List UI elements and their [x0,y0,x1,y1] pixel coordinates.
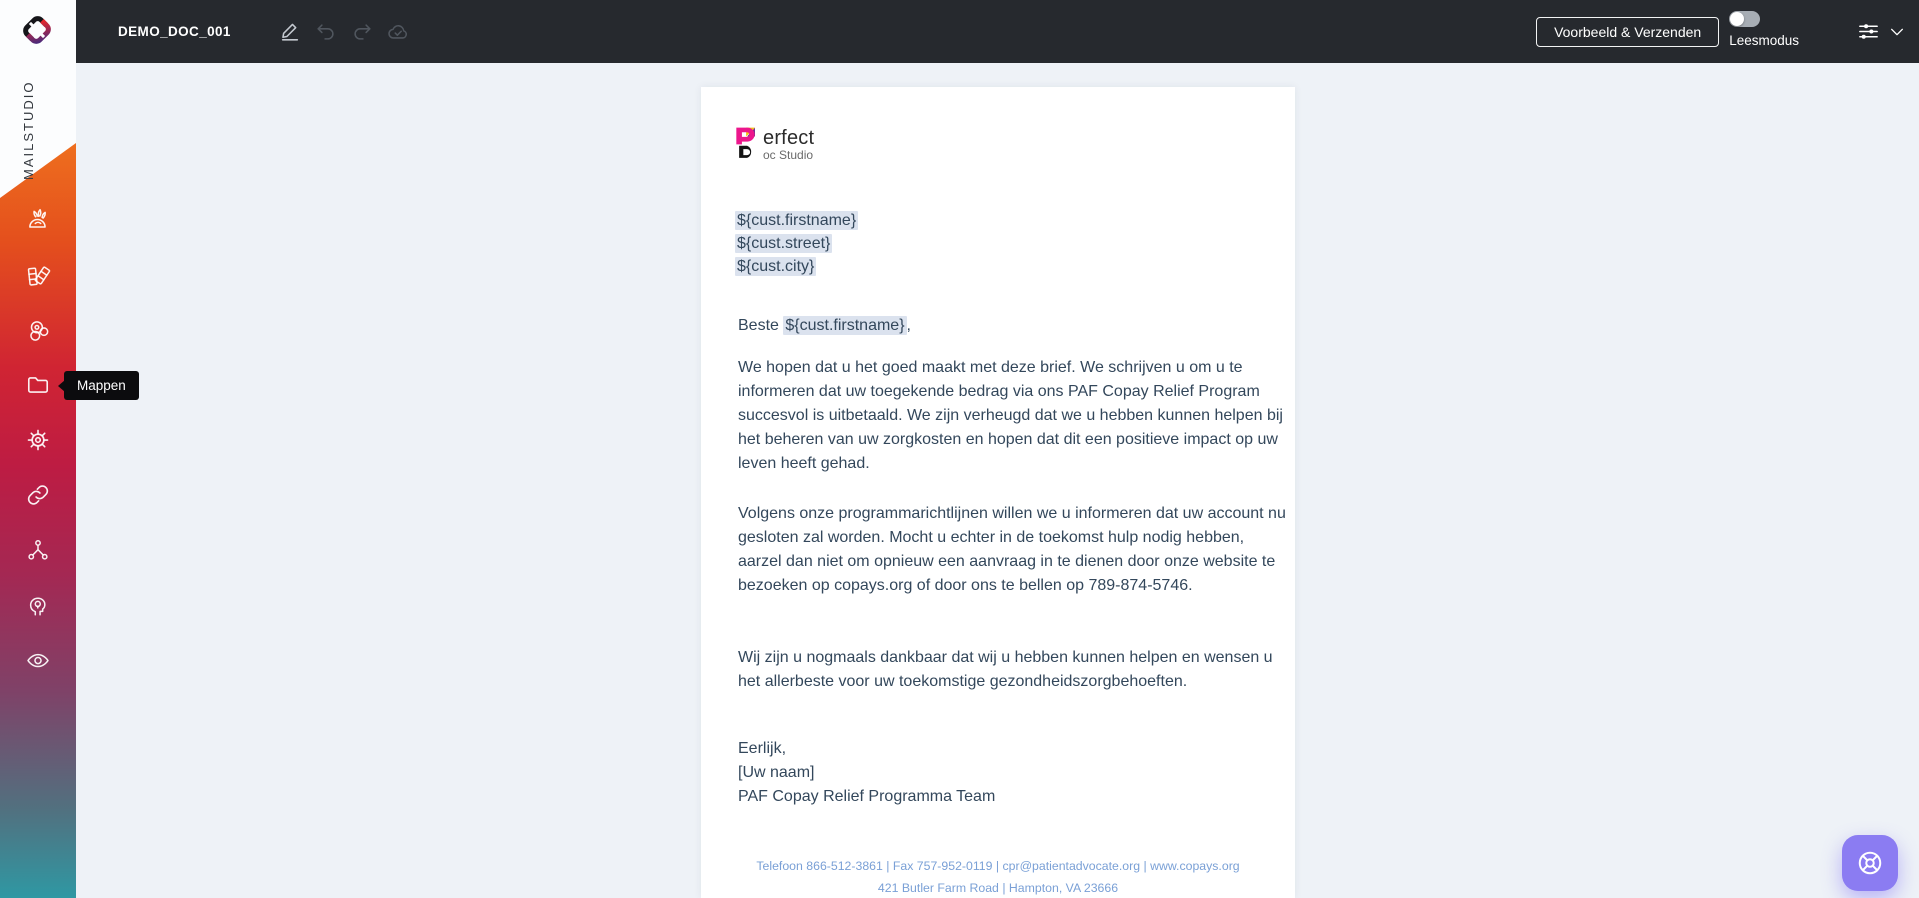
greeting-prefix: Beste [738,317,784,334]
eye-icon [25,647,51,673]
sidebar-item-ideas[interactable] [25,592,51,618]
idea-icon [25,592,51,618]
sidebar-item-molecule[interactable] [25,317,51,343]
sliders-icon[interactable] [1857,20,1880,43]
sidebar-menu [0,207,76,673]
help-fab[interactable] [1842,835,1898,891]
brand-wordmark: MAILSTUDIO [21,80,36,180]
greeting-suffix: , [906,317,911,334]
topbar [76,0,1919,63]
document-title: DEMO_DOC_001 [118,24,231,39]
signature-block [738,737,995,809]
address-block [735,209,858,278]
view-options [1857,20,1905,43]
perfect-doc-studio-logo-icon [734,125,762,161]
paragraph-2: Volgens onze programmarichtlijnen willen we u informeren dat uw account nu gesloten zal worden. Mocht u echter in de toekomst hulp nodig hebben, aarzel dan niet om opnieuw een aanvraag in te dienen door onze website te bezoeken op copays.org of door ons te bellen op 789-874-5746. [738,505,1286,594]
greeting-placeholder[interactable]: ${cust.firstname} [785,317,905,334]
edit-icon[interactable] [279,20,301,44]
sidebar-item-preview[interactable] [25,647,51,673]
sidebar-item-settings[interactable] [25,427,51,453]
greeting-line [738,317,911,335]
folder-icon [25,372,51,398]
document-canvas[interactable] [701,87,1295,898]
read-mode-label: Leesmodus [1729,33,1799,48]
logo-word-bottom: oc Studio [763,148,814,162]
read-mode-control [1729,11,1799,48]
cloud-saved-icon[interactable] [387,20,409,44]
sidebar-item-links[interactable] [25,482,51,508]
paragraph-3: Wij zijn u nogmaals dankbaar dat wij u hebben kunnen helpen en wensen u het allerbeste voor uw toekomstige gezondheidszorgbehoeften. [738,649,1273,690]
footer-address-line: 421 Butler Farm Road | Hampton, VA 23666 [877,881,1119,895]
chevron-down-icon[interactable] [1889,24,1905,40]
tooltip-mappen: Mappen [64,371,139,400]
undo-icon[interactable] [315,20,337,44]
network-icon [25,537,51,563]
sidebar-item-palette[interactable] [25,262,51,288]
signature-closing: Eerlijk, [738,740,787,757]
sidebar-item-folders[interactable] [25,372,51,398]
redo-icon[interactable] [351,20,373,44]
signature-name: [Uw naam] [738,764,815,781]
perfect-doc-studio-logo [734,125,814,162]
sidebar-item-network[interactable] [25,537,51,563]
toggle-knob [1730,12,1744,26]
design-icon [25,207,51,233]
app-logo-icon[interactable] [14,7,60,53]
link-icon [25,482,51,508]
signature-team: PAF Copay Relief Programma Team [738,788,996,805]
topbar-right [1536,13,1919,50]
lifebuoy-icon [1855,848,1885,878]
sidebar-item-design[interactable] [25,207,51,233]
footer-contact-line: Telefoon 866-512-3861 | Fax 757-952-0119 | cpr@patientadvocate.org | www.copays.org [756,859,1240,873]
settings-icon [25,427,51,453]
read-mode-toggle[interactable] [1729,11,1760,27]
molecule-icon [25,317,51,343]
letter-footer [701,855,1295,898]
sidebar [0,0,76,898]
logo-word-top: erfect [763,127,815,149]
placeholder-city[interactable]: ${cust.city} [737,258,815,275]
paragraph-1: We hopen dat u het goed maakt met deze brief. We schrijven u om u te informeren dat uw toegekende bedrag via ons PAF Copay Relief Program succesvol is uitbetaald. We zijn verheugd dat we u hebben kunnen helpen bij het beheren van uw zorgkosten en hopen dat dit een positieve impact op uw leven heeft gehad. [738,359,1283,472]
edit-toolbar [279,20,409,44]
palette-icon [25,262,51,288]
placeholder-street[interactable]: ${cust.street} [737,235,831,252]
placeholder-firstname[interactable]: ${cust.firstname} [737,212,857,229]
preview-send-button[interactable]: Voorbeeld & Verzenden [1536,17,1719,47]
